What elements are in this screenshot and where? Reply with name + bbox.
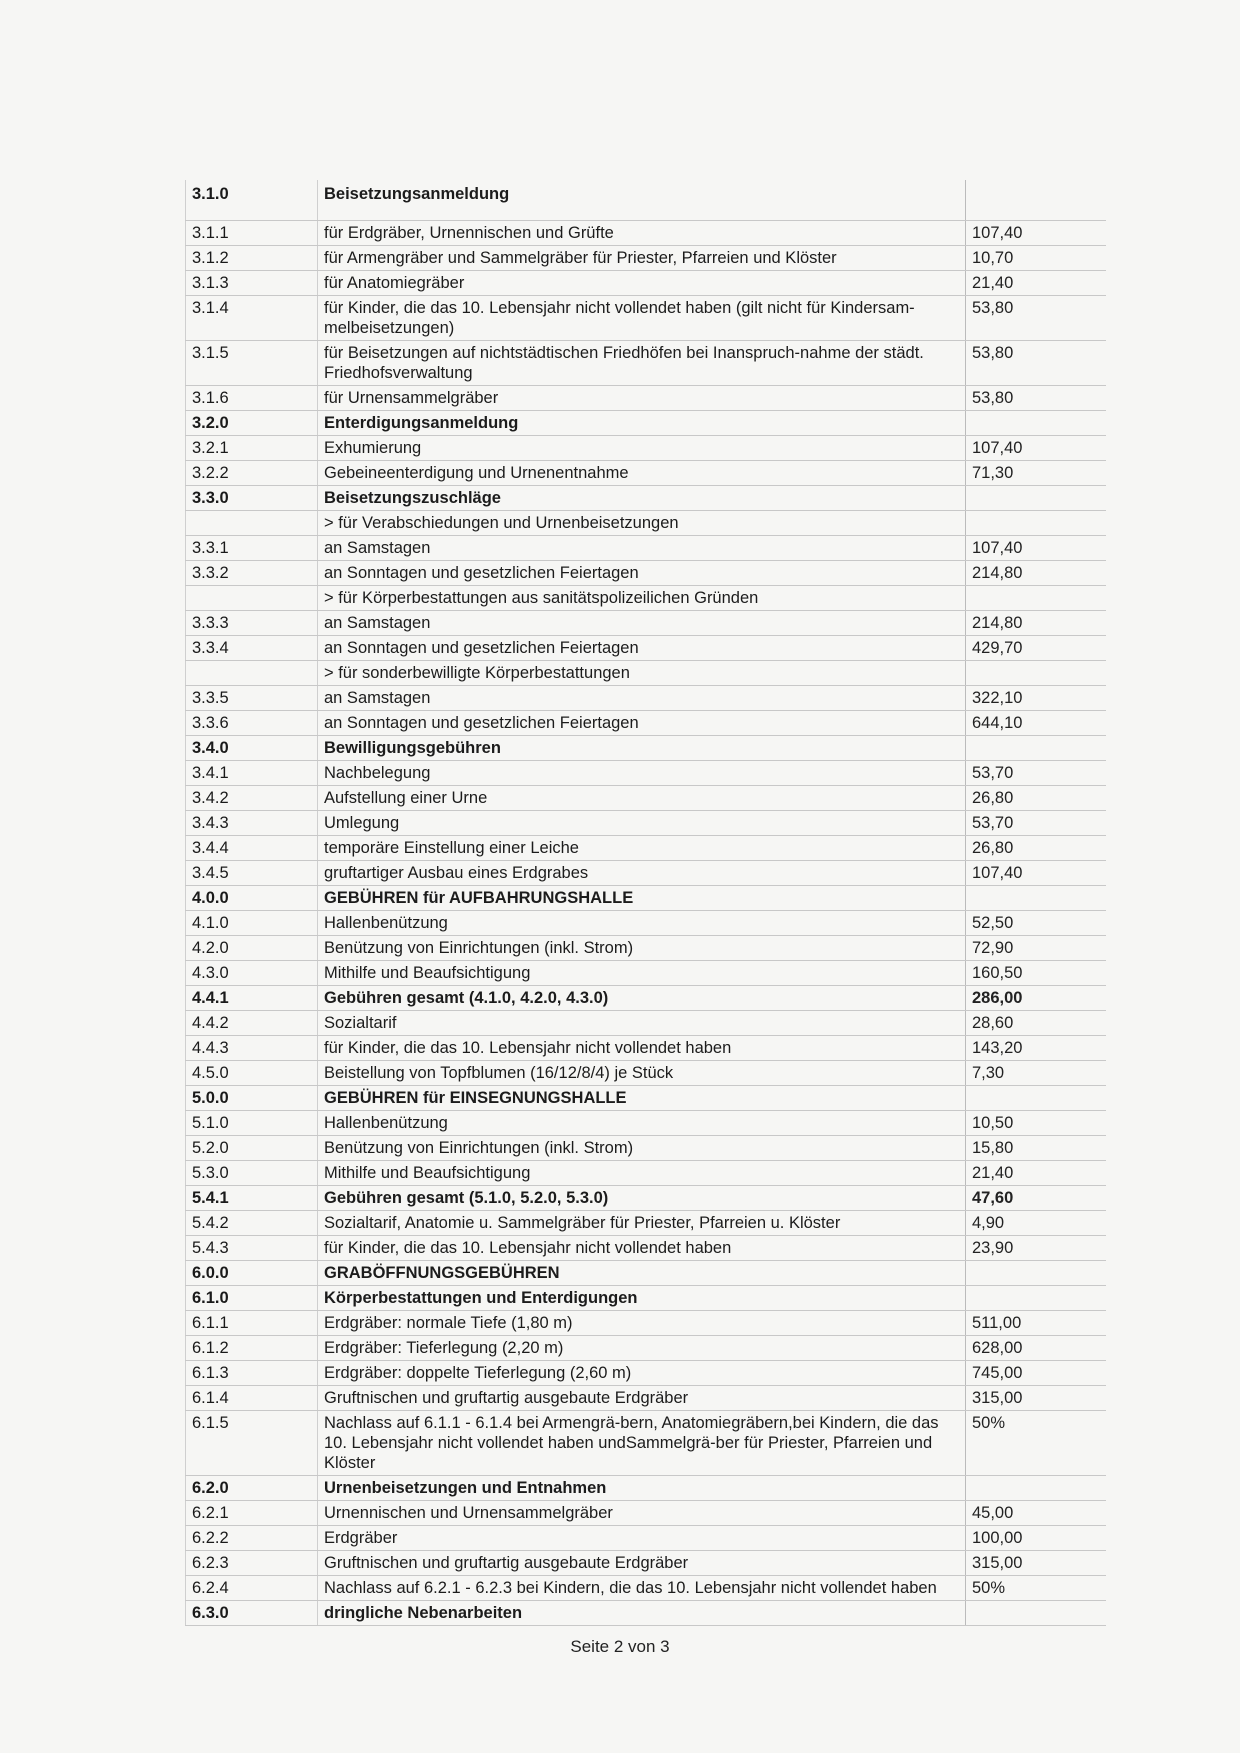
item-number: 4.4.1 <box>186 986 318 1011</box>
item-amount: 53,80 <box>966 386 1106 411</box>
section-heading-row <box>186 1476 1106 1501</box>
item-description: Enterdigungsanmeldung <box>318 411 966 436</box>
item-number: 3.1.4 <box>186 296 318 341</box>
section-heading-row <box>186 180 1106 221</box>
section-heading-row <box>186 736 1106 761</box>
item-number: 3.4.1 <box>186 761 318 786</box>
table-row <box>186 1161 1106 1186</box>
item-number: 3.2.1 <box>186 436 318 461</box>
item-number: 3.4.2 <box>186 786 318 811</box>
item-description: GRABÖFFNUNGSGEBÜHREN <box>318 1261 966 1286</box>
item-description: an Sonntagen und gesetzlichen Feiertagen <box>318 711 966 736</box>
item-number: 3.3.2 <box>186 561 318 586</box>
table-row <box>186 636 1106 661</box>
item-description: Körperbestattungen und Enterdigungen <box>318 1286 966 1311</box>
item-description: an Sonntagen und gesetzlichen Feiertagen <box>318 561 966 586</box>
item-amount: 286,00 <box>966 986 1106 1011</box>
item-description: dringliche Nebenarbeiten <box>318 1601 966 1626</box>
item-amount <box>966 736 1106 761</box>
table-row <box>186 836 1106 861</box>
item-amount: 628,00 <box>966 1336 1106 1361</box>
item-description: Benützung von Einrichtungen (inkl. Strom) <box>318 936 966 961</box>
item-description: Gruftnischen und gruftartig ausgebaute Erdgräber <box>318 1551 966 1576</box>
item-number: 3.4.5 <box>186 861 318 886</box>
item-amount: 107,40 <box>966 436 1106 461</box>
item-description: Umlegung <box>318 811 966 836</box>
item-amount: 26,80 <box>966 836 1106 861</box>
table-row <box>186 861 1106 886</box>
table-row <box>186 1111 1106 1136</box>
item-number: 6.2.3 <box>186 1551 318 1576</box>
item-amount: 26,80 <box>966 786 1106 811</box>
item-number: 5.4.2 <box>186 1211 318 1236</box>
item-number: 3.1.5 <box>186 341 318 386</box>
item-number: 6.2.1 <box>186 1501 318 1526</box>
item-number: 3.2.2 <box>186 461 318 486</box>
item-description: für Erdgräber, Urnennischen und Grüfte <box>318 221 966 246</box>
item-amount: 160,50 <box>966 961 1106 986</box>
table-row <box>186 1036 1106 1061</box>
table-row <box>186 586 1106 611</box>
table-row <box>186 1136 1106 1161</box>
item-description: Erdgräber <box>318 1526 966 1551</box>
item-amount: 45,00 <box>966 1501 1106 1526</box>
table-row <box>186 436 1106 461</box>
section-heading-row <box>186 1286 1106 1311</box>
item-amount: 315,00 <box>966 1386 1106 1411</box>
item-amount <box>966 486 1106 511</box>
item-amount <box>966 1601 1106 1626</box>
item-description: GEBÜHREN für AUFBAHRUNGSHALLE <box>318 886 966 911</box>
item-description: > für Körperbestattungen aus sanitätspolizeilichen Gründen <box>318 586 966 611</box>
item-number: 3.1.1 <box>186 221 318 246</box>
item-description: GEBÜHREN für EINSEGNUNGSHALLE <box>318 1086 966 1111</box>
item-number: 6.2.2 <box>186 1526 318 1551</box>
item-number: 5.4.1 <box>186 1186 318 1211</box>
item-amount: 4,90 <box>966 1211 1106 1236</box>
table-row <box>186 686 1106 711</box>
item-description: Sozialtarif <box>318 1011 966 1036</box>
item-description: Exhumierung <box>318 436 966 461</box>
item-description: an Samstagen <box>318 686 966 711</box>
item-amount: 15,80 <box>966 1136 1106 1161</box>
item-amount: 53,70 <box>966 761 1106 786</box>
item-number: 3.3.0 <box>186 486 318 511</box>
item-description: Erdgräber: normale Tiefe (1,80 m) <box>318 1311 966 1336</box>
item-description: Erdgräber: Tieferlegung (2,20 m) <box>318 1336 966 1361</box>
item-amount: 53,80 <box>966 296 1106 341</box>
item-description: Nachbelegung <box>318 761 966 786</box>
table-row <box>186 1411 1106 1476</box>
item-number: 3.3.3 <box>186 611 318 636</box>
section-heading-row <box>186 1186 1106 1211</box>
table-row <box>186 711 1106 736</box>
item-amount: 214,80 <box>966 611 1106 636</box>
table-row <box>186 536 1106 561</box>
item-amount <box>966 1261 1106 1286</box>
item-number: 4.4.2 <box>186 1011 318 1036</box>
item-amount: 107,40 <box>966 221 1106 246</box>
page-number: Seite 2 von 3 <box>570 1637 670 1656</box>
item-amount: 10,50 <box>966 1111 1106 1136</box>
table-row <box>186 1551 1106 1576</box>
table-row <box>186 461 1106 486</box>
item-description: an Samstagen <box>318 611 966 636</box>
item-description: Erdgräber: doppelte Tieferlegung (2,60 m) <box>318 1361 966 1386</box>
item-number: 3.1.3 <box>186 271 318 296</box>
item-amount <box>966 886 1106 911</box>
item-number: 5.1.0 <box>186 1111 318 1136</box>
item-amount <box>966 661 1106 686</box>
item-amount: 644,10 <box>966 711 1106 736</box>
item-description: für Anatomiegräber <box>318 271 966 296</box>
item-description: > für Verabschiedungen und Urnenbeisetzungen <box>318 511 966 536</box>
item-number: 6.1.3 <box>186 1361 318 1386</box>
item-number: 6.0.0 <box>186 1261 318 1286</box>
section-heading-row <box>186 411 1106 436</box>
item-description: Urnenbeisetzungen und Entnahmen <box>318 1476 966 1501</box>
item-amount: 107,40 <box>966 861 1106 886</box>
item-amount: 21,40 <box>966 1161 1106 1186</box>
item-description: für Armengräber und Sammelgräber für Priester, Pfarreien und Klöster <box>318 246 966 271</box>
table-row <box>186 1361 1106 1386</box>
item-number: 5.2.0 <box>186 1136 318 1161</box>
item-amount: 7,30 <box>966 1061 1106 1086</box>
item-amount: 143,20 <box>966 1036 1106 1061</box>
table-row <box>186 1211 1106 1236</box>
item-number: 3.1.6 <box>186 386 318 411</box>
item-description: Gruftnischen und gruftartig ausgebaute Erdgräber <box>318 1386 966 1411</box>
item-amount: 47,60 <box>966 1186 1106 1211</box>
table-row <box>186 341 1106 386</box>
item-number: 3.2.0 <box>186 411 318 436</box>
item-amount: 315,00 <box>966 1551 1106 1576</box>
table-row <box>186 761 1106 786</box>
table-row <box>186 561 1106 586</box>
item-description: für Urnensammelgräber <box>318 386 966 411</box>
item-number: 4.5.0 <box>186 1061 318 1086</box>
item-description: für Beisetzungen auf nichtstädtischen Friedhöfen bei Inanspruch-nahme der städt. Friedhofsverwaltung <box>318 341 966 386</box>
item-amount <box>966 511 1106 536</box>
item-number: 3.1.0 <box>186 180 318 221</box>
table-row <box>186 271 1106 296</box>
item-number: 3.4.4 <box>186 836 318 861</box>
item-number: 6.1.1 <box>186 1311 318 1336</box>
item-amount <box>966 1286 1106 1311</box>
item-amount: 745,00 <box>966 1361 1106 1386</box>
item-description: Gebeineenterdigung und Urnenentnahme <box>318 461 966 486</box>
item-description: Nachlass auf 6.2.1 - 6.2.3 bei Kindern, die das 10. Lebensjahr nicht vollendet haben <box>318 1576 966 1601</box>
item-number: 6.2.0 <box>186 1476 318 1501</box>
item-number: 4.3.0 <box>186 961 318 986</box>
item-number: 4.2.0 <box>186 936 318 961</box>
item-description: Nachlass auf 6.1.1 - 6.1.4 bei Armengrä-bern, Anatomiegräbern,bei Kindern, die das 10. Lebensjahr nicht vollendet haben undSammelgrä-ber für Priester, Pfarreien und Klöster <box>318 1411 966 1476</box>
item-number: 3.3.4 <box>186 636 318 661</box>
item-description: Beisetzungsanmeldung <box>318 180 966 221</box>
item-description: für Kinder, die das 10. Lebensjahr nicht vollendet haben <box>318 1236 966 1261</box>
item-number <box>186 586 318 611</box>
item-description: Mithilfe und Beaufsichtigung <box>318 961 966 986</box>
item-amount: 53,70 <box>966 811 1106 836</box>
item-number: 6.3.0 <box>186 1601 318 1626</box>
item-number: 3.1.2 <box>186 246 318 271</box>
item-amount: 214,80 <box>966 561 1106 586</box>
table-row <box>186 1236 1106 1261</box>
item-amount: 100,00 <box>966 1526 1106 1551</box>
fee-table <box>185 180 1106 1626</box>
item-amount: 28,60 <box>966 1011 1106 1036</box>
item-description: > für sonderbewilligte Körperbestattungen <box>318 661 966 686</box>
item-number: 6.1.4 <box>186 1386 318 1411</box>
item-amount: 107,40 <box>966 536 1106 561</box>
item-description: Gebühren gesamt (4.1.0, 4.2.0, 4.3.0) <box>318 986 966 1011</box>
item-amount: 10,70 <box>966 246 1106 271</box>
table-row <box>186 786 1106 811</box>
item-number: 4.1.0 <box>186 911 318 936</box>
item-description: temporäre Einstellung einer Leiche <box>318 836 966 861</box>
table-row <box>186 386 1106 411</box>
item-number <box>186 661 318 686</box>
item-amount: 71,30 <box>966 461 1106 486</box>
table-row <box>186 1011 1106 1036</box>
table-row <box>186 221 1106 246</box>
item-number: 4.4.3 <box>186 1036 318 1061</box>
table-row <box>186 246 1106 271</box>
item-description: Urnennischen und Urnensammelgräber <box>318 1501 966 1526</box>
item-amount: 23,90 <box>966 1236 1106 1261</box>
table-row <box>186 1526 1106 1551</box>
item-description: Gebühren gesamt (5.1.0, 5.2.0, 5.3.0) <box>318 1186 966 1211</box>
item-number <box>186 511 318 536</box>
table-row <box>186 911 1106 936</box>
item-number: 3.3.5 <box>186 686 318 711</box>
table-row <box>186 1386 1106 1411</box>
item-amount <box>966 411 1106 436</box>
section-heading-row <box>186 1601 1106 1626</box>
table-row <box>186 296 1106 341</box>
item-amount: 429,70 <box>966 636 1106 661</box>
section-heading-row <box>186 1086 1106 1111</box>
item-description: für Kinder, die das 10. Lebensjahr nicht vollendet haben <box>318 1036 966 1061</box>
section-heading-row <box>186 486 1106 511</box>
item-amount <box>966 1476 1106 1501</box>
item-amount: 50% <box>966 1411 1106 1476</box>
item-description: Bewilligungsgebühren <box>318 736 966 761</box>
item-amount: 322,10 <box>966 686 1106 711</box>
table-row <box>186 1576 1106 1601</box>
item-description: gruftartiger Ausbau eines Erdgrabes <box>318 861 966 886</box>
item-amount: 21,40 <box>966 271 1106 296</box>
item-description: Beistellung von Topfblumen (16/12/8/4) je Stück <box>318 1061 966 1086</box>
item-description: Sozialtarif, Anatomie u. Sammelgräber für Priester, Pfarreien u. Klöster <box>318 1211 966 1236</box>
item-number: 3.3.6 <box>186 711 318 736</box>
item-description: Hallenbenützung <box>318 1111 966 1136</box>
item-amount: 511,00 <box>966 1311 1106 1336</box>
item-number: 3.3.1 <box>186 536 318 561</box>
item-number: 5.4.3 <box>186 1236 318 1261</box>
item-amount: 50% <box>966 1576 1106 1601</box>
item-description: Benützung von Einrichtungen (inkl. Strom) <box>318 1136 966 1161</box>
item-number: 3.4.0 <box>186 736 318 761</box>
item-number: 4.0.0 <box>186 886 318 911</box>
section-heading-row <box>186 886 1106 911</box>
item-amount <box>966 180 1106 221</box>
fee-table-body <box>186 180 1106 1626</box>
section-heading-row <box>186 1261 1106 1286</box>
item-number: 6.1.2 <box>186 1336 318 1361</box>
table-row <box>186 811 1106 836</box>
item-number: 6.2.4 <box>186 1576 318 1601</box>
item-number: 6.1.5 <box>186 1411 318 1476</box>
table-row <box>186 611 1106 636</box>
item-description: an Samstagen <box>318 536 966 561</box>
item-number: 5.0.0 <box>186 1086 318 1111</box>
table-row <box>186 1336 1106 1361</box>
item-amount: 72,90 <box>966 936 1106 961</box>
table-row <box>186 661 1106 686</box>
item-amount <box>966 1086 1106 1111</box>
table-row <box>186 1061 1106 1086</box>
item-description: Beisetzungszuschläge <box>318 486 966 511</box>
item-description: Mithilfe und Beaufsichtigung <box>318 1161 966 1186</box>
item-description: Hallenbenützung <box>318 911 966 936</box>
item-description: Aufstellung einer Urne <box>318 786 966 811</box>
item-number: 6.1.0 <box>186 1286 318 1311</box>
table-row <box>186 1311 1106 1336</box>
item-description: für Kinder, die das 10. Lebensjahr nicht vollendet haben (gilt nicht für Kindersam-melbeisetzungen) <box>318 296 966 341</box>
item-amount: 53,80 <box>966 341 1106 386</box>
item-amount <box>966 586 1106 611</box>
table-row <box>186 936 1106 961</box>
table-row <box>186 511 1106 536</box>
item-number: 5.3.0 <box>186 1161 318 1186</box>
item-number: 3.4.3 <box>186 811 318 836</box>
item-description: an Sonntagen und gesetzlichen Feiertagen <box>318 636 966 661</box>
item-amount: 52,50 <box>966 911 1106 936</box>
table-row <box>186 961 1106 986</box>
section-heading-row <box>186 986 1106 1011</box>
table-row <box>186 1501 1106 1526</box>
